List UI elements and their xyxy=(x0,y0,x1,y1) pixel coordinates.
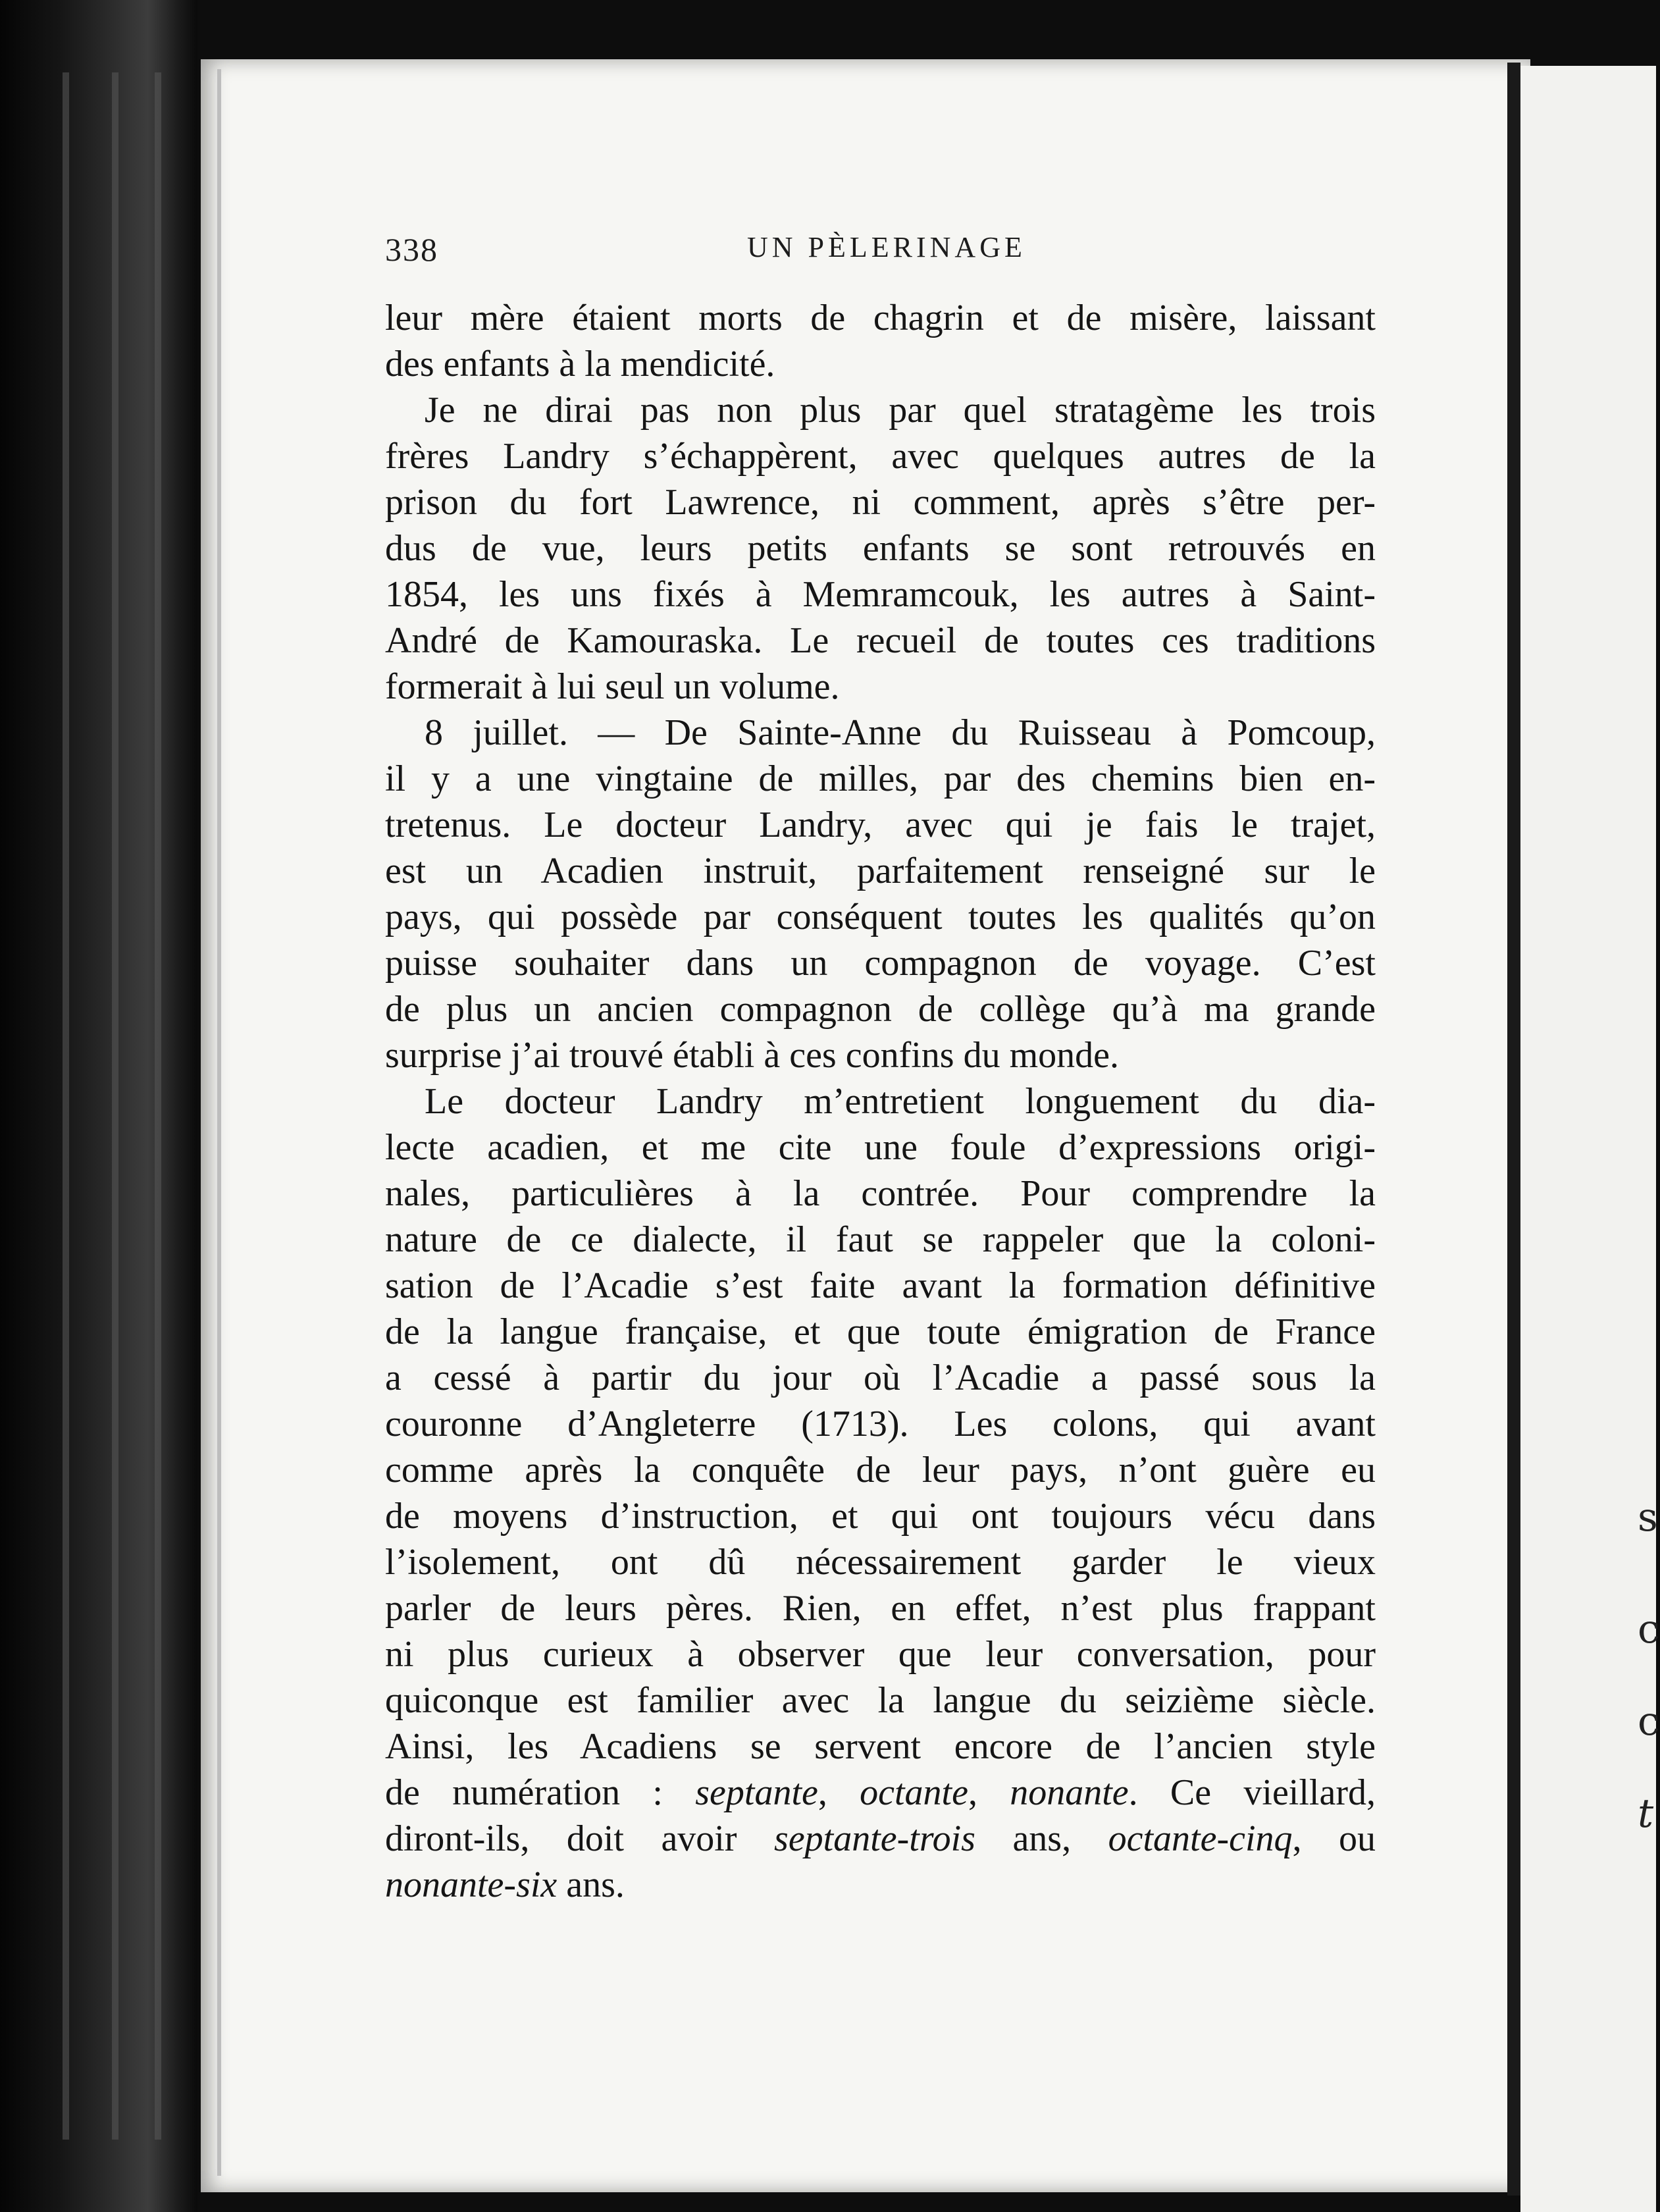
page-number: 338 xyxy=(385,231,438,268)
text-segment: des enfants à la mendicité. xyxy=(385,344,775,384)
text-segment: André de Kamouraska. Le recueil de toutes ces traditions xyxy=(385,620,1376,661)
text-segment: est un Acadien instruit, parfaitement renseigné sur le xyxy=(385,851,1376,891)
text-segment: puisse souhaiter dans un compagnon de voyage. C’est xyxy=(385,943,1376,984)
text-line xyxy=(385,802,1376,848)
running-title: UN PÈLERINAGE xyxy=(747,231,1026,263)
text-line xyxy=(385,433,1376,479)
facing-page-fragment: c xyxy=(1638,1606,1660,1652)
text-segment: surprise j’ai trouvé établi à ces confins du monde. xyxy=(385,1035,1119,1076)
text-line xyxy=(385,1585,1376,1631)
page-gutter xyxy=(1507,63,1520,2196)
italic-term: octante xyxy=(860,1772,968,1813)
text-line xyxy=(385,940,1376,986)
text-line xyxy=(385,848,1376,894)
text-segment: pays, qui possède par conséquent toutes les qualités qu’on xyxy=(385,897,1376,937)
text-segment: il y a une vingtaine de milles, par des chemins bien en- xyxy=(385,758,1376,799)
text-line xyxy=(385,1816,1376,1862)
italic-term: octante-cinq xyxy=(1108,1818,1293,1859)
facing-page-fragment: c xyxy=(1638,1698,1660,1745)
text-segment: comme après la conquête de leur pays, n’ont guère eu xyxy=(385,1450,1376,1490)
text-segment: formerait à lui seul un volume. xyxy=(385,666,840,707)
binding-stripe xyxy=(155,72,161,2140)
text-segment: ans, xyxy=(975,1818,1108,1859)
text-line xyxy=(385,710,1376,756)
text-line xyxy=(385,1401,1376,1447)
text-line xyxy=(385,1862,1376,1908)
running-head xyxy=(385,230,1379,283)
text-segment: 8 juillet. — De Sainte-Anne du Ruisseau à Pomcoup, xyxy=(425,712,1376,753)
text-segment: dus de vue, leurs petits enfants se sont retrouvés en xyxy=(385,528,1376,569)
facing-page-fragment: s xyxy=(1638,1494,1658,1540)
text-line xyxy=(385,1724,1376,1770)
italic-term: septante xyxy=(695,1772,818,1813)
text-line xyxy=(385,1124,1376,1171)
text-line xyxy=(385,479,1376,525)
text-line xyxy=(385,1539,1376,1585)
text-segment: , xyxy=(817,1772,860,1813)
text-segment: de moyens d’instruction, et qui ont toujours vécu dans xyxy=(385,1496,1376,1537)
text-segment: leur mère étaient morts de chagrin et de misère, laissant xyxy=(385,298,1376,338)
facing-page-fragment: t xyxy=(1638,1791,1654,1837)
text-segment: ans. xyxy=(557,1864,625,1905)
text-segment: 1854, les uns fixés à Memramcouk, les autres à Saint- xyxy=(385,574,1376,615)
text-segment: l’isolement, ont dû nécessairement garder le vieux xyxy=(385,1542,1376,1583)
text-line xyxy=(385,1032,1376,1078)
text-segment: prison du fort Lawrence, ni comment, après s’être per- xyxy=(385,482,1376,523)
text-segment: Ainsi, les Acadiens se servent encore de l’ancien style xyxy=(385,1726,1376,1767)
text-line xyxy=(385,1447,1376,1493)
text-segment: Le docteur Landry m’entretient longuement du dia- xyxy=(425,1081,1376,1122)
text-segment: , xyxy=(968,1772,1010,1813)
text-segment: . Ce vieillard, xyxy=(1128,1772,1376,1813)
text-segment: diront-ils, doit avoir xyxy=(385,1818,775,1859)
text-segment: nature de ce dialecte, il faut se rappeler que la coloni- xyxy=(385,1219,1376,1260)
binding-stripe xyxy=(63,72,69,2140)
text-segment: nales, particulières à la contrée. Pour comprendre la xyxy=(385,1173,1376,1214)
italic-term: nonante-six xyxy=(385,1864,558,1905)
text-line xyxy=(385,1171,1376,1217)
text-line xyxy=(385,341,1376,387)
binding-stripe xyxy=(112,72,118,2140)
text-line xyxy=(385,894,1376,940)
body-text xyxy=(385,295,1376,1908)
text-segment: de plus un ancien compagnon de collège qu’à ma grande xyxy=(385,989,1376,1030)
text-segment: ni plus curieux à observer que leur conversation, pour xyxy=(385,1634,1376,1675)
text-segment: couronne d’Angleterre (1713). Les colons, qui avant xyxy=(385,1404,1376,1444)
italic-term: nonante xyxy=(1010,1772,1129,1813)
text-segment: quiconque est familier avec la langue du seizième siècle. xyxy=(385,1680,1376,1721)
facing-page xyxy=(1520,66,1656,2212)
page-edge xyxy=(217,69,221,2176)
italic-term: septante-trois xyxy=(774,1818,975,1859)
text-segment: de la langue française, et que toute émigration de France xyxy=(385,1311,1376,1352)
text-line xyxy=(385,1217,1376,1263)
book-binding xyxy=(0,0,197,2212)
text-line xyxy=(385,1493,1376,1539)
text-line xyxy=(385,986,1376,1032)
text-line xyxy=(385,1309,1376,1355)
text-line xyxy=(385,295,1376,341)
text-segment: , ou xyxy=(1292,1818,1376,1859)
text-segment: Je ne dirai pas non plus par quel stratagème les trois xyxy=(425,390,1376,431)
text-line xyxy=(385,387,1376,433)
text-segment: lecte acadien, et me cite une foule d’expressions origi- xyxy=(385,1127,1376,1168)
text-segment: a cessé à partir du jour où l’Acadie a passé sous la xyxy=(385,1357,1376,1398)
text-line xyxy=(385,571,1376,618)
text-line xyxy=(385,1078,1376,1124)
text-line xyxy=(385,1355,1376,1401)
text-line xyxy=(385,618,1376,664)
text-segment: frères Landry s’échappèrent, avec quelques autres de la xyxy=(385,436,1376,477)
text-segment: tretenus. Le docteur Landry, avec qui je fais le trajet, xyxy=(385,804,1376,845)
text-line xyxy=(385,1677,1376,1724)
text-segment: sation de l’Acadie s’est faite avant la formation définitive xyxy=(385,1265,1376,1306)
text-line xyxy=(385,664,1376,710)
text-segment: parler de leurs pères. Rien, en effet, n’est plus frappant xyxy=(385,1588,1376,1629)
text-line xyxy=(385,1770,1376,1816)
text-line xyxy=(385,525,1376,571)
text-segment: de numération : xyxy=(385,1772,696,1813)
text-line xyxy=(385,756,1376,802)
text-line xyxy=(385,1631,1376,1677)
text-line xyxy=(385,1263,1376,1309)
